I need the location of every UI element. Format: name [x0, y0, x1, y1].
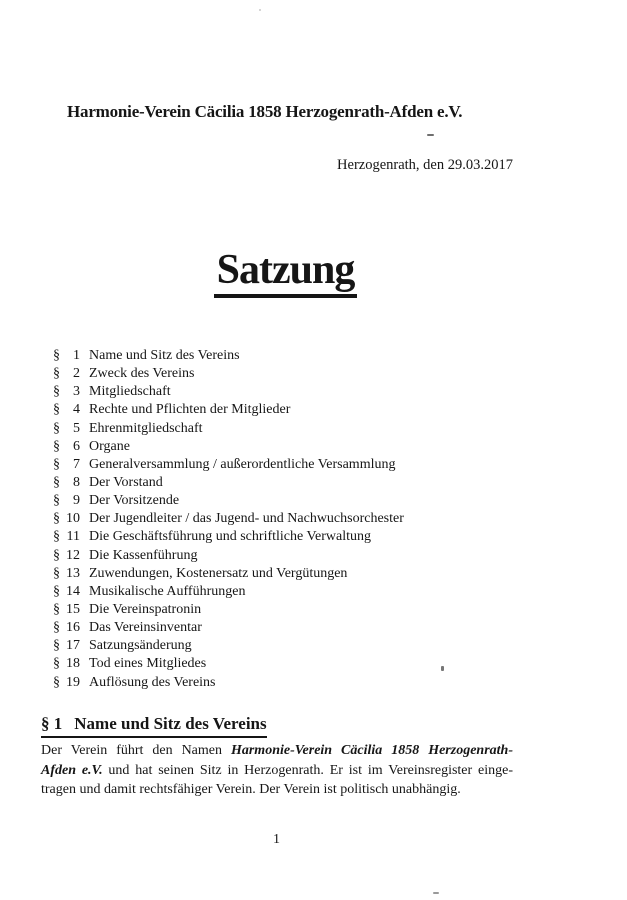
toc-row — [40, 655, 404, 673]
paragraph-sign: § — [53, 656, 60, 672]
paragraph-sign: § — [53, 529, 60, 545]
toc-label: Name und Sitz des Vereins — [89, 348, 240, 363]
toc-number: 12 — [66, 547, 80, 563]
toc-row — [40, 674, 404, 692]
toc-label: Ehrenmitgliedschaft — [89, 420, 203, 436]
toc-label: Organe — [89, 438, 130, 454]
toc-row — [40, 456, 404, 474]
toc-label: Der Jugendleiter / das Jugend- und Nachwuchsorchester — [89, 511, 404, 527]
toc-number: 17 — [66, 638, 80, 654]
toc-label: Auflösung des Vereins — [89, 674, 216, 690]
paragraph-sign: § — [53, 366, 60, 382]
toc-row — [40, 401, 404, 419]
toc-label: Die Geschäftsführung und schriftliche Verwaltung — [89, 529, 371, 545]
toc-number: 16 — [66, 620, 80, 636]
paragraph-sign: § — [53, 474, 60, 490]
page-number: 1 — [273, 832, 280, 847]
paragraph-sign: § — [53, 674, 60, 690]
scan-artifact-dash — [427, 134, 434, 136]
paragraph-text: tragen und damit rechtsfähiger Verein. Der Verein ist politisch unabhängig. — [41, 782, 461, 798]
section-heading-label: Name und Sitz des Vereins — [74, 714, 267, 733]
toc-label: Tod eines Mitgliedes — [89, 656, 207, 672]
paragraph-sign: § — [53, 583, 60, 599]
toc-label: Zuwendungen, Kostenersatz und Vergütungen — [89, 565, 348, 581]
scan-artifact-dot — [441, 666, 444, 671]
section-heading-prefix: § 1 — [41, 714, 63, 733]
toc-number: 6 — [73, 438, 80, 454]
toc-row — [40, 420, 404, 438]
toc-number: 1 — [73, 348, 80, 363]
toc-label: Die Kassenführung — [89, 547, 198, 563]
toc-number: 3 — [73, 384, 80, 400]
document-title: Satzung — [214, 249, 358, 298]
toc-row — [40, 347, 404, 365]
toc-row — [40, 583, 404, 601]
scan-artifact-dot — [259, 9, 261, 11]
paragraph-sign: § — [53, 402, 60, 418]
toc-label: Generalversammlung / außerordentliche Versammlung — [89, 456, 396, 472]
paragraph-sign: § — [53, 511, 60, 527]
toc-row — [40, 492, 404, 510]
toc-row — [40, 383, 404, 401]
paragraph-sign: § — [53, 420, 60, 436]
toc-label: Mitgliedschaft — [89, 384, 171, 400]
toc-row — [40, 619, 404, 637]
toc-number: 18 — [66, 656, 80, 672]
toc-label: Rechte und Pflichten der Mitglieder — [89, 402, 291, 418]
paragraph-text: und hat seinen Sitz in Herzogenrath. Er ist im Vereinsregister einge- — [102, 762, 513, 778]
dateline: Herzogenrath, den 29.03.2017 — [337, 157, 513, 173]
toc-label: Der Vorsitzende — [89, 493, 180, 509]
paragraph-sign: § — [53, 565, 60, 581]
paragraph-sign: § — [53, 493, 60, 509]
paragraph-sign: § — [53, 620, 60, 636]
paragraph-sign: § — [53, 384, 60, 400]
club-name-emphasis: Afden e.V. — [41, 762, 103, 778]
paragraph-sign: § — [53, 348, 60, 363]
paragraph-text: Der Verein führt den Namen — [41, 743, 231, 758]
club-name-emphasis: Harmonie-Verein Cäcilia 1858 Herzogenrath- — [230, 743, 513, 758]
paragraph-line — [41, 761, 513, 781]
scan-artifact-dash — [433, 892, 439, 894]
club-name-header: Harmonie-Verein Cäcilia 1858 Herzogenrath-Afden e.V. — [67, 102, 463, 121]
toc-label: Der Vorstand — [89, 474, 163, 490]
toc-number: 14 — [66, 583, 80, 599]
toc-label: Satzungsänderung — [89, 638, 192, 654]
toc-number: 10 — [66, 511, 80, 527]
section-1-heading — [41, 714, 267, 738]
toc-row — [40, 438, 404, 456]
toc-number: 19 — [66, 674, 80, 690]
table-of-contents — [40, 347, 404, 692]
toc-number: 4 — [73, 402, 80, 418]
toc-label: Das Vereinsinventar — [89, 620, 202, 636]
toc-number: 15 — [66, 601, 80, 617]
toc-number: 7 — [73, 456, 80, 472]
toc-number: 11 — [66, 529, 80, 545]
paragraph-line — [41, 741, 513, 761]
toc-label: Zweck des Vereins — [89, 366, 195, 382]
toc-row — [40, 528, 404, 546]
paragraph-line — [41, 780, 513, 800]
toc-number: 8 — [73, 474, 80, 490]
section-1-heading-underline — [41, 714, 267, 738]
title-container — [49, 249, 522, 298]
toc-row — [40, 510, 404, 528]
toc-row — [40, 601, 404, 619]
paragraph-sign: § — [53, 638, 60, 654]
toc-row — [40, 565, 404, 583]
toc-label: Musikalische Aufführungen — [89, 583, 246, 599]
paragraph-sign: § — [53, 438, 60, 454]
toc-row — [40, 474, 404, 492]
section-1-paragraph — [41, 741, 513, 800]
toc-number: 5 — [73, 420, 80, 436]
toc-number: 2 — [73, 366, 80, 382]
toc-number: 13 — [66, 565, 80, 581]
toc-row — [40, 547, 404, 565]
toc-row — [40, 637, 404, 655]
paragraph-sign: § — [53, 456, 60, 472]
paragraph-sign: § — [53, 547, 60, 563]
paragraph-sign: § — [53, 601, 60, 617]
toc-number: 9 — [73, 493, 80, 509]
toc-label: Die Vereinspatronin — [89, 601, 202, 617]
toc-row — [40, 365, 404, 383]
